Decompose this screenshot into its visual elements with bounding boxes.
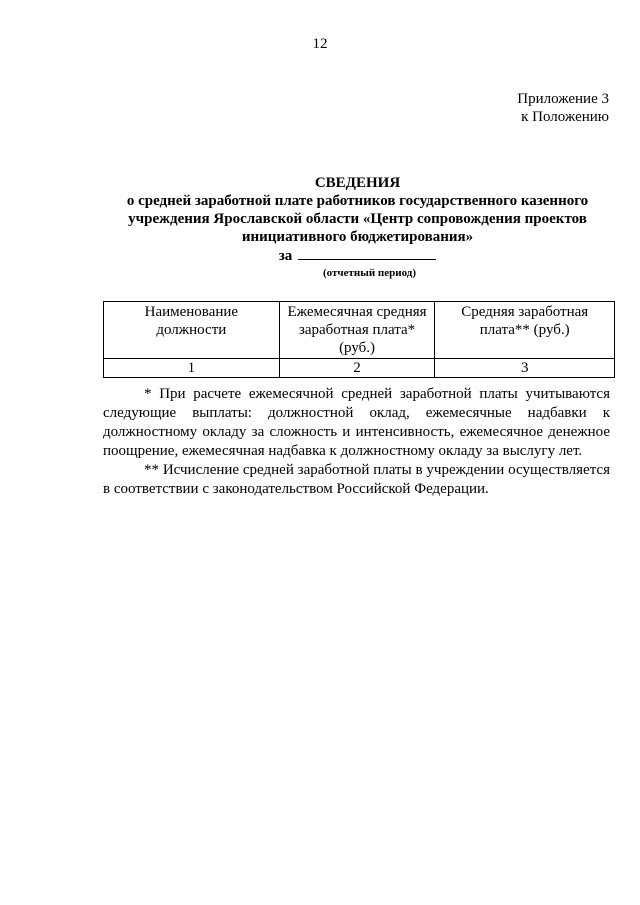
footnote-2: ** Исчисление средней заработной платы в учреждении осуществляется в соответствии с законодательством Российской Федерации. [103,462,610,497]
page-number: 12 [312,36,328,52]
header-position: Наименование должности [104,302,280,359]
appendix-line-1: Приложение 3 [517,91,609,107]
column-number-3: 3 [435,359,615,378]
title-heading: СВЕДЕНИЯ [314,175,401,191]
header-monthly-average-salary: Ежемесячная средняя заработная плата* (руб.) [279,302,435,359]
title-line-2: учреждения Ярославской области «Центр сопровождения проектов [128,211,587,227]
title-line-3: инициативного бюджетирования» [241,229,474,245]
table-header-row [104,302,615,359]
document-title [80,174,635,280]
period-hint: (отчетный период) [322,267,416,279]
title-line-1: о средней заработной плате работников государственного казенного [126,193,589,209]
appendix-line-2: к Положению [521,109,609,125]
period-blank-field [298,246,436,260]
column-number-2: 2 [279,359,435,378]
column-number-1: 1 [104,359,280,378]
salary-table [103,301,615,378]
appendix-reference [517,90,609,126]
period-label: за [278,248,293,264]
reporting-period-line [80,246,635,265]
footnotes [103,385,610,499]
table-number-row [104,359,615,378]
header-average-salary: Средняя заработная плата** (руб.) [435,302,615,359]
footnote-1: * При расчете ежемесячной средней заработной платы учитываются следующие выплаты: должностной оклад, ежемесячные надбавки к должностному окладу за сложность и интенсивность, ежемесячное денежное поощрение, ежемесячная надбавка к должностному окладу за выслугу лет. [103,386,610,459]
